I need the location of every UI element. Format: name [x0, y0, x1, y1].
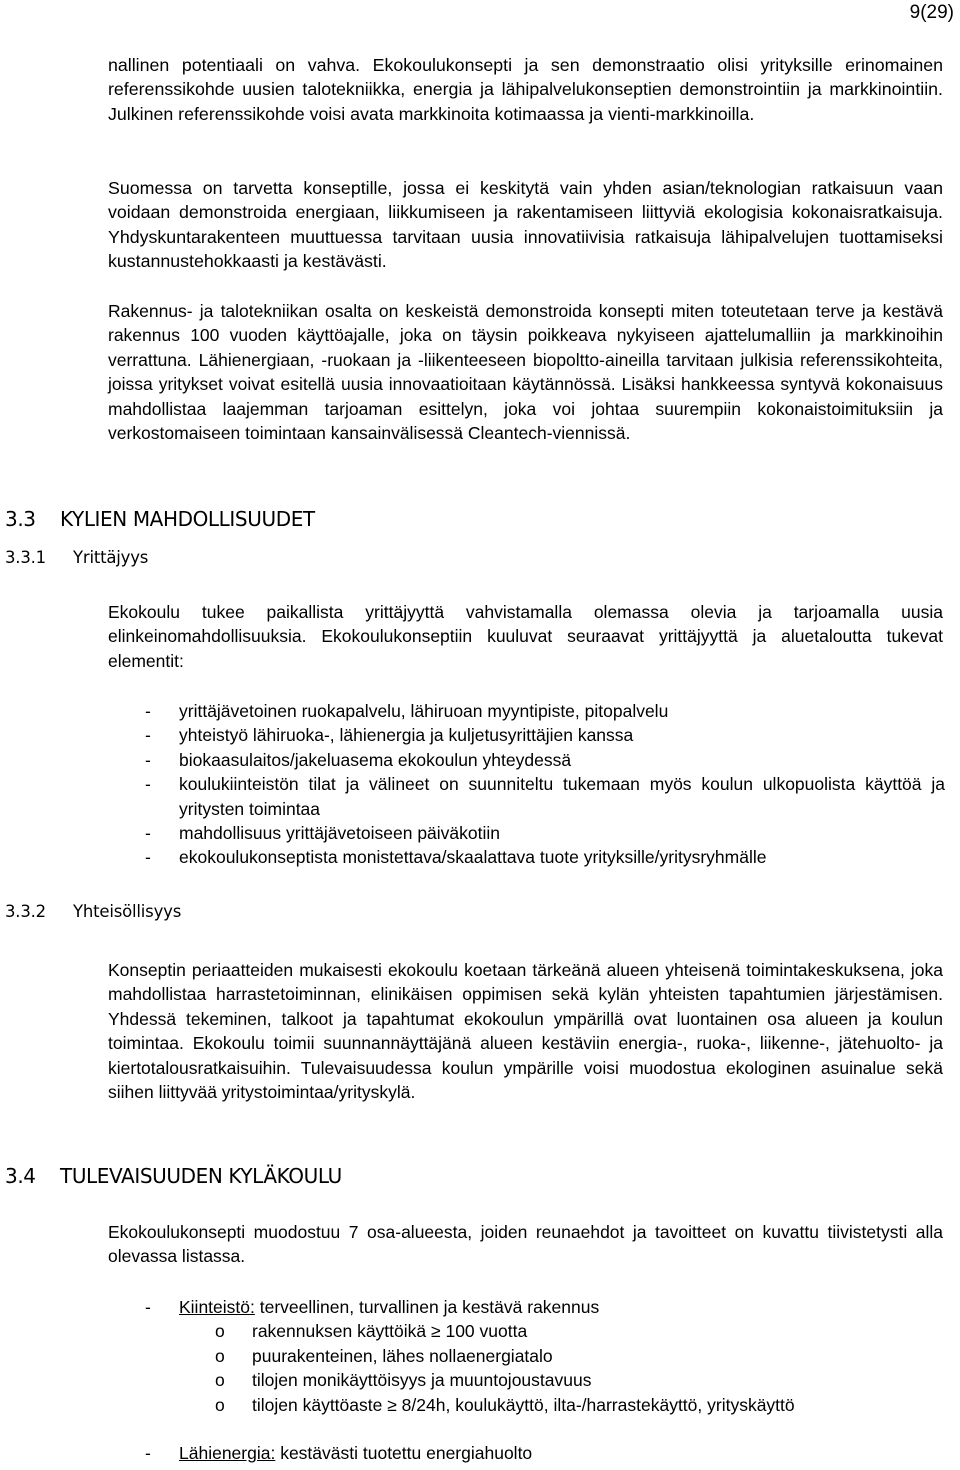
section-title: Yhteisöllisyys [73, 902, 182, 921]
section-title: Yrittäjyys [73, 548, 149, 567]
bullet-marker: o [215, 1370, 225, 1391]
list-item: - mahdollisuus yrittäjävetoiseen päiväkotiin [145, 821, 945, 845]
intro-paragraph-3: Rakennus- ja talotekniikan osalta on keskeistä demonstroida konsepti miten toteutetaan terve ja kestävä rakennus 100 vuoden käyttöajalle, joka on täysin poikkeava nykyiseen ajattelumalliin ja markkinoihin verrattuna. Lähienergiaan, -ruokaan ja -liikenteeseen biopoltto-aineilla tarvitaan julkisia referenssikohteita, joissa yritykset voivat esitellä uusia innovaatioitaan käytännössä. Lisäksi hankkeessa syntyvä kokonaisuus mahdollistaa laajemman tarjoaman esittelyn, joka voi johtaa suurempiin kokonaistoimituksiin ja verkostomaiseen toimintaan kansainvälisessä Cleantech-viennissä. [108, 301, 943, 444]
dash-marker: - [145, 701, 151, 721]
intro-paragraph-2: Suomessa on tarvetta konseptille, jossa ei keskitytä vain yhden asian/teknologian ratkaisuun vaan voidaan demonstroida energiaan, liikkumiseen ja rakentamiseen liittyviä ekologisia kokonaisratkaisuja. Yhdyskuntarakenteen muuttuessa tarvitaan uusia innovatiivisia ratkaisuja lähipalvelujen tuottamiseksi kustannustehokkaasti ja kestävästi. [108, 178, 943, 272]
dash-marker: - [145, 725, 151, 746]
bullet-marker: o [215, 1345, 225, 1366]
dash-marker: - [145, 774, 151, 795]
community-paragraph: Konseptin periaatteiden mukaisesti ekokoulu koetaan tärkeänä alueen yhteisenä toimintakeskuksena, joka mahdollistaa harrastetoiminnan, elinikäisen oppimisen sekä kylän yhteisten tapahtumien järjestämisen. Yhdessä tekeminen, talkoot ja tapahtumat ekokoulun ympärillä ovat luontainen osa alueen ja koulun toimintaa. Ekokoulu toimii suunnannäyttäjänä alueen kestäviin energia-, ruoka-, liikenne-, jätehuolto- ja kiertotalousratkaisuihin. Tulevaisuudessa koulun ympärille voisi muodostua ekologinen asuinalue sekä siihen liittyvää yritystoimintaa/yrityskylä. [108, 960, 943, 1103]
dash-marker: - [145, 1443, 151, 1464]
section-number: 3.3.2 [5, 902, 46, 921]
sublist-item: o tilojen käyttöaste ≥ 8/24h, koulukäyttö, ilta-/harrastekäyttö, yrityskäyttö [215, 1393, 945, 1417]
section-3-4-heading [5, 1164, 342, 1188]
list-item: - biokaasulaitos/jakeluasema ekokoulun yhteydessä [145, 748, 945, 772]
item-text: terveellinen, turvallinen ja kestävä rakennus [254, 1297, 600, 1317]
section-number: 3.4 [5, 1164, 36, 1188]
section-3-3-heading [5, 507, 315, 531]
sublist-item: o rakennuksen käyttöikä ≥ 100 vuotta [215, 1319, 945, 1343]
item-label: Lähienergia: [179, 1443, 276, 1464]
page-number: 9(29) [909, 2, 954, 23]
entrepreneurship-paragraph: Ekokoulu tukee paikallista yrittäjyyttä vahvistamalla olemassa olevia ja tarjoamalla uusia elinkeinomahdollisuuksia. Ekokoulukonseptiin kuuluvat seuraavat yrittäjyyttä ja aluetaloutta tukevat elementit: [108, 602, 943, 671]
bullet-marker: o [215, 1394, 225, 1415]
section-title: TULEVAISUUDEN KYLÄKOULU [60, 1164, 342, 1188]
concept-areas-list [145, 1295, 945, 1465]
section-number: 3.3.1 [5, 548, 46, 567]
sublist-item: o puurakenteinen, lähes nollaenergiatalo [215, 1344, 945, 1368]
section-3-3-1-heading [5, 548, 148, 567]
entrepreneurship-list [145, 699, 945, 870]
list-item: - koulukiinteistön tilat ja välineet on suunniteltu tukemaan myös koulun ulkopuolista käyttöä ja yritysten toimintaa [145, 774, 945, 819]
list-item: - yhteistyö lähiruoka-, lähienergia ja kuljetusyrittäjien kanssa [145, 723, 945, 747]
section-title: KYLIEN MAHDOLLISUUDET [60, 507, 315, 531]
future-school-paragraph: Ekokoulukonsepti muodostuu 7 osa-alueesta, joiden reunaehdot ja tavoitteet on kuvattu tiivistetysti alla olevassa listassa. [108, 1222, 943, 1267]
list-item-local-energy [145, 1441, 945, 1465]
dash-marker: - [145, 823, 151, 844]
list-item: - ekokoulukonseptista monistettava/skaalattava tuote yrityksille/yritysryhmälle [145, 845, 945, 869]
intro-paragraph-1: nallinen potentiaali on vahva. Ekokoulukonsepti ja sen demonstraatio olisi yrityksille erinomainen referenssikohde uusien talotekniikka, energia ja lähipalvelukonseptien demonstrointiin ja markkinointiin. Julkinen referenssikohde voisi avata markkinoita kotimaassa ja vienti-markkinoilla. [108, 55, 943, 124]
item-text: kestävästi tuotettu energiahuolto [275, 1443, 533, 1464]
dash-marker: - [145, 1297, 151, 1317]
sublist-item: o tilojen monikäyttöisyys ja muuntojoustavuus [215, 1368, 945, 1392]
bullet-marker: o [215, 1321, 225, 1342]
dash-marker: - [145, 749, 151, 770]
list-item-property [145, 1295, 945, 1417]
property-sublist [179, 1319, 945, 1417]
section-3-3-2-heading [5, 902, 181, 921]
item-label: Kiinteistö: [179, 1297, 255, 1317]
list-item: - yrittäjävetoinen ruokapalvelu, lähiruoan myyntipiste, pitopalvelu [145, 699, 945, 723]
section-number: 3.3 [5, 507, 36, 531]
dash-marker: - [145, 847, 151, 868]
